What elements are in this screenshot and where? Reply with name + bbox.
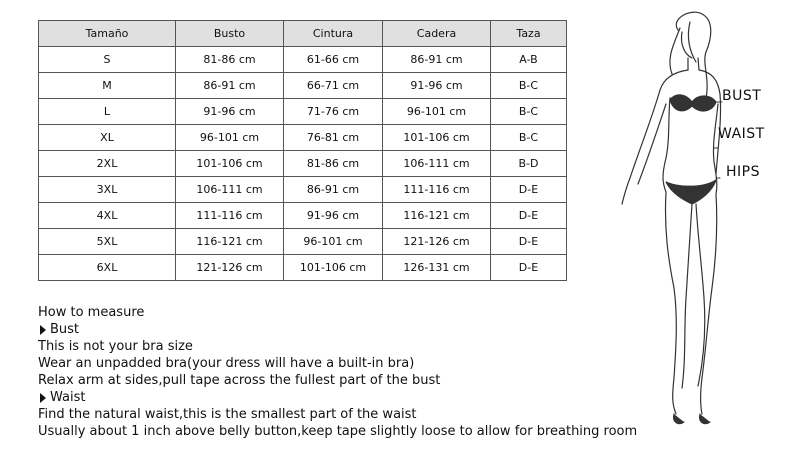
header-waist: Cintura [284, 21, 383, 47]
cell-waist: 86-91 cm [284, 177, 383, 203]
cell-waist: 66-71 cm [284, 73, 383, 99]
cell-cup: A-B [491, 47, 567, 73]
waist-label: WAIST [718, 126, 765, 142]
cell-hip: 96-101 cm [383, 99, 491, 125]
bullet-triangle-icon [40, 393, 46, 403]
cell-hip: 121-126 cm [383, 229, 491, 255]
header-size: Tamaño [39, 21, 176, 47]
cell-bust: 116-121 cm [176, 229, 284, 255]
cell-cup: D-E [491, 255, 567, 281]
woman-figure-icon [600, 8, 800, 448]
cell-size: 3XL [39, 177, 176, 203]
cell-waist: 91-96 cm [284, 203, 383, 229]
cell-waist: 71-76 cm [284, 99, 383, 125]
cell-cup: D-E [491, 203, 567, 229]
table-row [39, 151, 567, 177]
size-chart-table [38, 20, 567, 281]
bust-heading-label: Bust [50, 322, 80, 337]
bust-heading [38, 321, 637, 338]
body-figure-illustration [600, 8, 800, 448]
bust-instruction: Relax arm at sides,pull tape across the fullest part of the bust [38, 373, 441, 388]
bullet-triangle-icon [40, 325, 46, 335]
cell-cup: D-E [491, 177, 567, 203]
cell-size: L [39, 99, 176, 125]
cell-size: XL [39, 125, 176, 151]
cell-waist: 61-66 cm [284, 47, 383, 73]
cell-hip: 106-111 cm [383, 151, 491, 177]
table-header-row [39, 21, 567, 47]
table-row [39, 99, 567, 125]
cell-hip: 126-131 cm [383, 255, 491, 281]
bust-instruction: Wear an unpadded bra(your dress will have a built-in bra) [38, 356, 415, 371]
cell-waist: 81-86 cm [284, 151, 383, 177]
table-row [39, 203, 567, 229]
cell-hip: 86-91 cm [383, 47, 491, 73]
cell-waist: 76-81 cm [284, 125, 383, 151]
waist-instruction: Find the natural waist,this is the smallest part of the waist [38, 407, 417, 422]
hips-label: HIPS [726, 164, 760, 180]
cell-cup: B-C [491, 125, 567, 151]
cell-size: M [39, 73, 176, 99]
cell-cup: B-C [491, 73, 567, 99]
cell-size: S [39, 47, 176, 73]
waist-instruction: Usually about 1 inch above belly button,keep tape slightly loose to allow for breathing room [38, 424, 638, 439]
cell-hip: 91-96 cm [383, 73, 491, 99]
bust-label: BUST [722, 88, 762, 104]
cell-hip: 101-106 cm [383, 125, 491, 151]
header-cup: Taza [491, 21, 567, 47]
cell-size: 4XL [39, 203, 176, 229]
cell-hip: 111-116 cm [383, 177, 491, 203]
cell-size: 6XL [39, 255, 176, 281]
waist-heading [38, 389, 637, 406]
cell-bust: 101-106 cm [176, 151, 284, 177]
instructions-title: How to measure [38, 305, 145, 320]
cell-bust: 91-96 cm [176, 99, 284, 125]
cell-cup: B-D [491, 151, 567, 177]
cell-hip: 116-121 cm [383, 203, 491, 229]
table-row [39, 255, 567, 281]
cell-bust: 121-126 cm [176, 255, 284, 281]
cell-bust: 111-116 cm [176, 203, 284, 229]
cell-size: 5XL [39, 229, 176, 255]
cell-cup: B-C [491, 99, 567, 125]
header-bust: Busto [176, 21, 284, 47]
cell-bust: 81-86 cm [176, 47, 284, 73]
waist-heading-label: Waist [50, 390, 86, 405]
cell-bust: 96-101 cm [176, 125, 284, 151]
header-hip: Cadera [383, 21, 491, 47]
bust-instruction: This is not your bra size [38, 339, 193, 354]
cell-waist: 96-101 cm [284, 229, 383, 255]
cell-bust: 106-111 cm [176, 177, 284, 203]
cell-size: 2XL [39, 151, 176, 177]
table-row [39, 47, 567, 73]
table-row [39, 125, 567, 151]
cell-cup: D-E [491, 229, 567, 255]
table-row [39, 73, 567, 99]
measurement-instructions [38, 304, 637, 440]
table-row [39, 229, 567, 255]
table-row [39, 177, 567, 203]
cell-bust: 86-91 cm [176, 73, 284, 99]
cell-waist: 101-106 cm [284, 255, 383, 281]
